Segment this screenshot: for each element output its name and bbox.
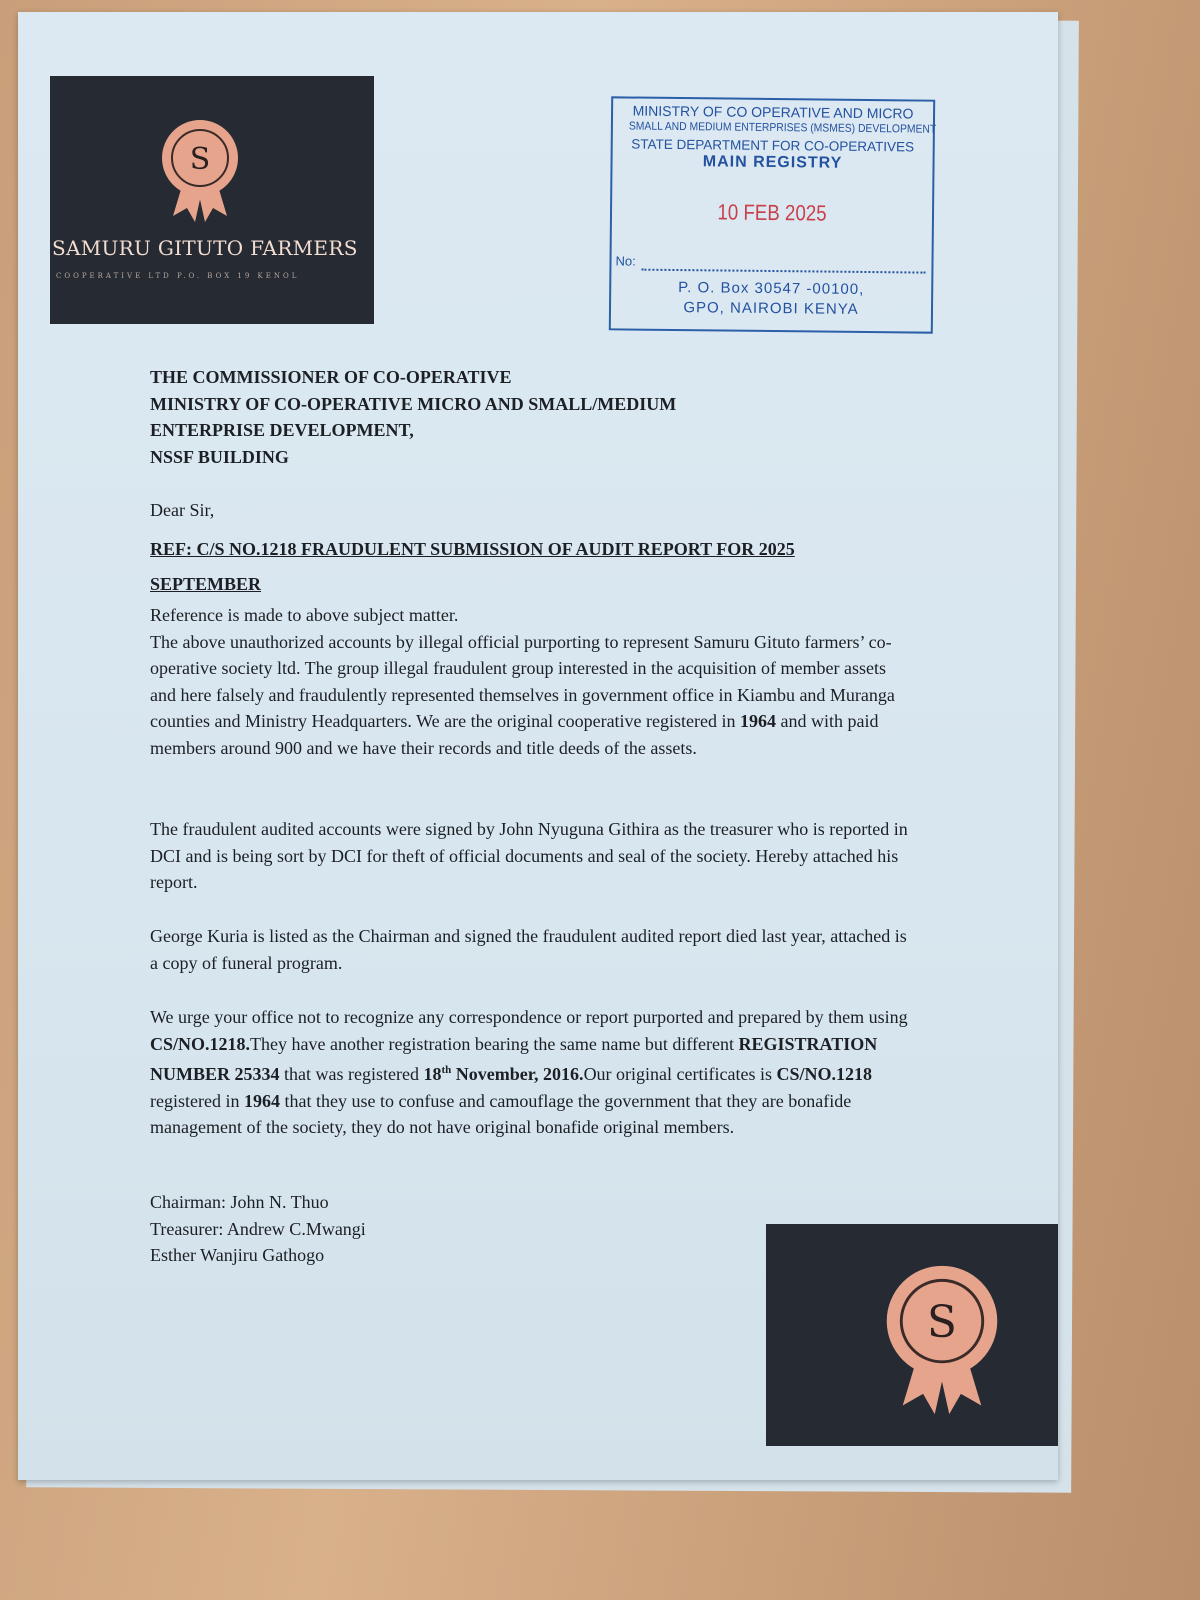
- stamp-address: GPO, NAIROBI KENYA: [683, 299, 859, 318]
- paragraph-intro: [150, 602, 910, 762]
- signatory: Treasurer: Andrew C.Mwangi: [150, 1218, 366, 1239]
- text: registered in: [150, 1090, 244, 1111]
- bold-text: 1964: [243, 1090, 280, 1111]
- bold-text: REGISTRATION NUMBER 25334: [150, 1033, 878, 1085]
- bold-text: 1964: [740, 711, 777, 732]
- signatory: Chairman: John N. Thuo: [150, 1192, 329, 1212]
- organization-name: SAMURU GITUTO FARMERS: [52, 236, 358, 260]
- text: and with paid members around 900 and we have their records and title deeds of the assets.: [150, 711, 879, 758]
- stamp-date: 10 FEB 2025: [717, 199, 827, 226]
- footer-logo: [766, 1224, 1058, 1446]
- address-line: MINISTRY OF CO-OPERATIVE MICRO AND SMALL/MEDIUM: [150, 393, 677, 414]
- bold-text: CS/NO.1218: [776, 1064, 873, 1085]
- paragraph-treasurer: The fraudulent audited accounts were signed by John Nyuguna Githira as the treasurer who is reported in DCI and is being sort by DCI for theft of official documents and seal of the society. Hereby attached his report.: [150, 819, 908, 893]
- recipient-address: [150, 364, 676, 470]
- registry-stamp: [609, 96, 935, 333]
- stamp-line: SMALL AND MEDIUM ENTERPRISES (MSMES) DEVELOPMENT: [628, 120, 937, 136]
- paragraph-text: [150, 629, 910, 762]
- reference-text: REF: C/S NO.1218 FRAUDULENT SUBMISSION OF AUDIT REPORT FOR 2025: [150, 539, 795, 559]
- text: November, 2016.: [451, 1064, 584, 1085]
- stamp-registry: MAIN REGISTRY: [702, 153, 843, 172]
- stamp-line: MINISTRY OF CO OPERATIVE AND MICRO: [632, 102, 914, 122]
- signatory: Esther Wanjiru Gathogo: [150, 1245, 325, 1266]
- text: that was registered: [279, 1064, 424, 1085]
- paragraph-chairman: George Kuria is listed as the Chairman and signed the fraudulent audited report died last year, attached is a copy of funeral program.: [150, 926, 907, 973]
- organization-subtitle: COOPERATIVE LTD P.O. BOX 19 KENOL: [56, 272, 300, 280]
- address-line: ENTERPRISE DEVELOPMENT,: [150, 420, 414, 441]
- signatories: [150, 1189, 366, 1269]
- address-line: NSSF BUILDING: [150, 446, 289, 467]
- stamp-line: STATE DEPARTMENT FOR CO-OPERATIVES: [631, 136, 915, 155]
- reference-text: SEPTEMBER: [150, 574, 262, 594]
- rosette-emblem-icon: [155, 116, 245, 226]
- superscript: th: [441, 1064, 452, 1077]
- paragraph-text: Reference is made to above subject matter.: [150, 605, 459, 625]
- svg-text:S: S: [927, 1298, 957, 1349]
- stamp-address: P. O. Box 30547 -00100,: [678, 279, 865, 298]
- text: They have another registration bearing the same name but different: [250, 1033, 739, 1054]
- text: We urge your office not to recognize any correspondence or report purported and prepared by them using: [150, 1007, 908, 1027]
- salutation: Dear Sir,: [150, 500, 215, 520]
- paragraph-registration: [150, 1004, 910, 1141]
- address-line: THE COMMISSIONER OF CO-OPERATIVE: [150, 367, 512, 387]
- text: The above unauthorized accounts by illegal official purporting to represent Samuru Gituto farmers’ co-operative society ltd. The group illegal fraudulent group interested in the acquisition of member assets and here falsely and fraudulently represented themselves in government office in Kiambu and Muranga counties and Ministry Headquarters. We are the original cooperative registered in: [150, 631, 895, 732]
- letterhead-logo: [50, 76, 374, 324]
- bold-text: CS/NO.1218.: [150, 1033, 251, 1054]
- text: Our original certificates is: [583, 1064, 777, 1085]
- svg-text:S: S: [189, 142, 211, 177]
- bold-text: [423, 1064, 583, 1084]
- rosette-emblem-icon: [872, 1260, 1012, 1420]
- stamp-no-label: No:: [615, 253, 636, 269]
- reference-line: [150, 532, 795, 602]
- text: that they use to confuse and camouflage the government that they are bonafide management of the society, they do not have original bonafide original members.: [150, 1090, 852, 1138]
- text: 18: [423, 1064, 442, 1085]
